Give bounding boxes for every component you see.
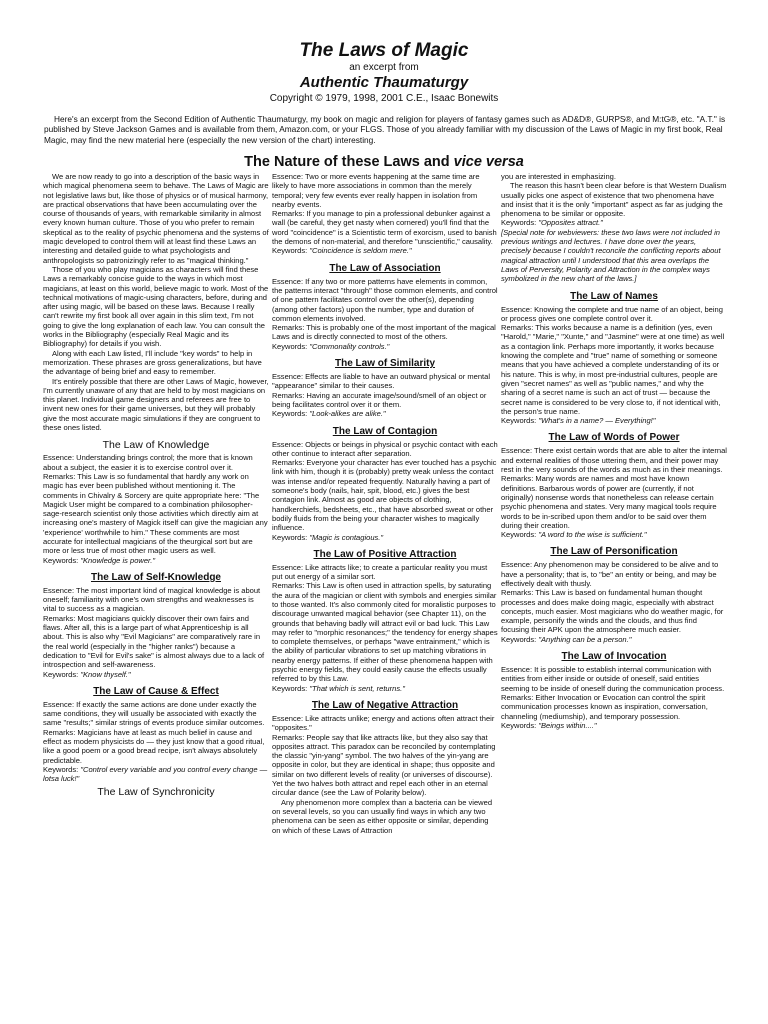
law-essence: Essence: Objects or beings in physical or psychic contact with each other continue to interact after separation. — [272, 439, 498, 458]
keywords-label: Keywords: — [501, 530, 537, 540]
law-essence: Essence: Understanding brings control; the more that is known about a subject, the easier it is to exercise control over it. — [43, 453, 253, 472]
copyright-line: Copyright © 1979, 1998, 2001 C.E., Isaac Bonewits — [269, 93, 499, 104]
law-essence: Essence: It is possible to establish internal communication with entities from either inside or outside of oneself, said entities seeming to be inside of oneself during the communication process. — [501, 665, 725, 693]
law-keywords — [43, 556, 269, 565]
law-remarks: Remarks: Either Invocation or Evocation can control the spirit communication processes known as inspiration, conversation, channeling (mediumship), and temporary possession. — [501, 692, 708, 721]
law-keywords — [501, 218, 727, 227]
law-names-heading: The Law of Names — [570, 290, 658, 302]
keywords-value: "Knowledge is power." — [80, 555, 156, 565]
keywords-label: Keywords: — [501, 416, 537, 426]
law-positive-attraction-heading: The Law of Positive Attraction — [313, 548, 457, 560]
law-remarks: Remarks: If you manage to pin a professional debunker against a wall (be careful, they get nasty when cornered) you'll find that the word "coincidence" is a Scientistic term of exorcism, used to banish the demons of non-material, and therefore "unscientific," causality. — [272, 209, 497, 247]
law-remarks: Remarks: This Law is so fundamental that hardly any work on magic has ever been published without mentioning it. The comments in Chivalry & Sorcery are quite appropriate here: "The Magick User might be compared to a combination philosopher-sage-research scientist only those activities which directly aim at increasing one's mastery of Magick itself can give the magician any 'experience' worthwhile to him." These comments are most accurate for intellectual magicians of the theurgical sort but are more or less true of most other magic users as well. — [43, 471, 268, 556]
section-title — [0, 154, 768, 171]
law-words-of-power-heading: The Law of Words of Power — [548, 432, 680, 444]
law-essence: Essence: Two or more events happening at the same time are likely to have more associations in common than the merely temporal; very few events ever really happen in isolation from nearby events. — [272, 172, 480, 209]
keywords-label: Keywords: — [501, 634, 537, 644]
law-essence: Essence: Any phenomenon may be considered to be alive and to have a personality; that is, to "be" an entity or being, and may be effectively dealt with thusly. — [501, 560, 719, 588]
keywords-value: "Opposites attract." — [538, 218, 603, 228]
keywords-label: Keywords: — [272, 341, 308, 351]
section-title-main: The Nature of these Laws and — [244, 154, 450, 170]
keywords-label: Keywords: — [43, 764, 79, 774]
law-remarks: Remarks: Many words are names and most have known definitions. Barbarous words of power are (currently, if not originally) nonsense words that nonetheless can release certain psychic phenomena and states. Very many magical tools require words to be in-scribed upon them and/or to be said over them during their creation. — [501, 474, 717, 530]
law-remarks: Remarks: This Law is based on fundamental human thought processes and does make doing magic, especially with abstract concepts, much easier. Most magicians who do weather magic, for example, personify the winds and the clouds, and thus find focusing their APK upon the atmosphere much easier. — [501, 588, 724, 635]
law-personification-heading: The Law of Personification — [550, 546, 678, 558]
column-3 — [501, 172, 727, 852]
law-keywords — [272, 533, 498, 542]
keywords-label: Keywords: — [272, 532, 308, 542]
keywords-label: Keywords: — [501, 720, 537, 730]
section-title-italic: vice versa — [453, 154, 524, 170]
law-keywords — [272, 684, 498, 693]
law-remarks: Remarks: This works because a name is a definition (yes, even "Harold," "Marie," "Xunte," and "Jasmine" were at one time) as well as a contagion link. Perhaps more importantly, it works because knowing the complete and "true" name of something or someone means that you have achieved a complete understanding of its or his nature. This is why, in most pre-industrial cultures, people are given "secret names" as well as "public names," and why the sharing of a secret name is such an act of trust — because the secret name is considered to be very close to, if not identical with, the person's true name. — [501, 323, 725, 416]
law-negative-attraction-heading: The Law of Negative Attraction — [311, 699, 459, 711]
keywords-value: "Anything can be a person." — [538, 634, 632, 644]
keywords-value: "A word to the wise is sufficient." — [538, 530, 647, 540]
keywords-value: "Know thyself." — [80, 669, 131, 679]
document-title: The Laws of Magic — [299, 40, 469, 61]
keywords-value: "Commonality controls." — [309, 341, 390, 351]
intro-paragraph: Here's an excerpt from the Second Edition of Authentic Thaumaturgy, my book on magic and religion for players of fantasy games such as AD&D®, GURPS®, and M:tG®, etc. "A.T." is published by Steve Jackson Games and is available from them, Amazon.com, or your FLGS. Those of you already familiar with my discussion of the Laws of Magic in my first book, Real Magic, may find the new material here (especially the new version of the chart) interesting. — [44, 114, 726, 145]
law-essence: Essence: Like attracts like; to create a particular reality you must put out energy of a similar sort. — [272, 562, 488, 582]
law-keywords — [43, 670, 269, 679]
excerpt-note: an excerpt from — [349, 62, 419, 73]
law-remarks: Remarks: Having an accurate image/sound/smell of an object or being facilitates control over it or them. — [272, 390, 487, 409]
body-paragraph: Those of you who play magicians as characters will find these Laws a remarkably concise guide to the ways in which most magicians, at least on this world, believe magic to work. Most of the technical motivations of magic-using characters, before, during and after using magic, will be based on these laws. Because I really can't rewrite my first book all over again in this slim text, I'm not going to give the long explanation of each law. You can consult the works in the Bibliography (especially Real Magic and its Bibliography) for details if you wish. — [43, 264, 269, 349]
law-keywords — [272, 409, 498, 418]
law-essence: Essence: The most important kind of magical knowledge is about oneself; familiarity with one's own strengths and weaknesses is vital to success as a magician. — [43, 585, 261, 614]
law-essence: Essence: There exist certain words that are able to alter the internal and external realities of those uttering them, and their power may rest in the very sounds of the words as much as in their meanings. — [501, 446, 727, 475]
special-note: [Special note for webviewers: these two laws were not included in previous writings and lectures. I have done over the years, precisely because I couldn't reconcile the conflicting reports about magical attraction until I understood that this area overlaps the Laws of Perversity, Polarity and Attraction in the complex ways symbolized in the new chart of the laws.] — [501, 227, 721, 284]
keywords-value: "Control every variable and you control every change — lotsa luck!" — [43, 764, 268, 784]
law-keywords — [501, 635, 727, 644]
law-cause-effect-heading: The Law of Cause & Effect — [93, 685, 219, 697]
keywords-value: "What's in a name? — Everything!" — [538, 416, 656, 426]
law-keywords — [501, 416, 727, 425]
page-header — [0, 40, 768, 105]
law-invocation-heading: The Law of Invocation — [561, 651, 667, 663]
law-similarity-heading: The Law of Similarity — [334, 358, 436, 370]
law-essence: Essence: Knowing the complete and true name of an object, being or process gives one complete control over it. — [501, 304, 723, 323]
keywords-label: Keywords: — [43, 555, 79, 565]
body-paragraph: We are now ready to go into a description of the basic ways in which magical phenomena seem to behave. The Laws of Magic are not legislative laws but, like those of physics or of musical harmony, are practical observations that have been accumulating over the course of thousands of years, with remarkable similarity in almost every known human culture. Those of you who prefer to remain skeptical as to the reality of psychic phenomena and the systems of magic developed to control them will at least find these Laws an interesting and detailed guide to what psychologists and anthropologists so patronizingly refer to as "magical thinking." — [43, 172, 269, 265]
law-remarks: Remarks: Everyone your character has ever touched has a psychic link with him, though it is (probably) pretty weak unless the contact was intense and/or repeated frequently. Naturally having a part of someone's body (nails, hair, spit, blood, etc.) gives the best contagion link. Almost as good are objects of clothing, handkerchiefs, bedsheets, etc., that have absorbed sweat or other bodily fluids from the being your character wishes to magically influence. — [272, 458, 497, 533]
law-essence: Essence: Effects are liable to have an outward physical or mental "appearance" similar to their causes. — [272, 372, 491, 391]
keywords-label: Keywords: — [272, 683, 308, 693]
law-knowledge-heading: The Law of Knowledge — [102, 439, 210, 452]
law-synchronicity-heading: The Law of Synchronicity — [97, 785, 215, 798]
law-remarks: Remarks: This is probably one of the most important of the magical Laws and is directly connected to most of the others. — [272, 323, 496, 342]
law-remarks: Remarks: Most magicians quickly discover their own fairs and flaws. After all, this is a large part of what Apprenticeship is all about. This is also why "Evil Magicians" are comparatively rare in the real world (especially in the "higher ranks") because a dedication to "Evil for Evil's sake" is almost always due to a lack of introspection and self-awareness. — [43, 613, 265, 670]
body-paragraph: It's entirely possible that there are other Laws of Magic, however, I'm currently unaware of any that are held to by most magicians on this planet. Individual game designers and referees are free to invent new ones for their game universes, but they will probably give the most accurate magic simulations if they are congruent to these ones listed. — [43, 376, 269, 433]
law-essence: Essence: Like attracts unlike; energy and actions often attract their "opposites." — [272, 713, 495, 733]
keywords-label: Keywords: — [501, 218, 537, 228]
keywords-value: "Beings within...." — [538, 720, 597, 730]
body-paragraph: you are interested in emphasizing. — [501, 172, 616, 181]
keywords-value: "Magic is contagious." — [309, 532, 384, 542]
law-remarks: Remarks: People say that like attracts like, but they also say that opposites attract. This paradox can be reconciled by contemplating the classic "yin-yang" symbol. The two halves of the yin-yang are opposite in color, but they are identical in shape; thus opposite and similar on two different levels of reality (or universes of discourse). Yet the two halves both attract and repel each other in an eternal circular dance (see the Law of Polarity below). — [272, 732, 496, 798]
law-self-knowledge-heading: The Law of Self-Knowledge — [90, 571, 221, 583]
keywords-label: Keywords: — [43, 669, 79, 679]
law-contagion-heading: The Law of Contagion — [332, 425, 438, 437]
body-paragraph: Along with each Law listed, I'll include "key words" to help in memorization. These phrases are gross generalizations, but have the advantage of being brief and easy to remember. — [43, 348, 262, 377]
law-essence: Essence: If exactly the same actions are done under exactly the same conditions, they will usually be associated with exactly the same "results;" similar strings of events produce similar outcomes. — [43, 699, 265, 728]
law-essence: Essence: If any two or more patterns have elements in common, the patterns interact "through" those common elements, and control of one pattern facilitates control over the other(s), depending (among other factors) upon the number, type and duration of common elements involved. — [272, 276, 498, 323]
keywords-label: Keywords: — [272, 409, 308, 419]
body-paragraph: Any phenomenon more complex than a bacteria can be viewed on several levels, so you can usually find ways in which any two phenomena can be seen as either opposite or similar, depending on which of these Laws of Attraction — [272, 797, 493, 835]
law-remarks: Remarks: Magicians have at least as much belief in cause and effect as modern physicists do — they just know that a good ritual, like a good poem or a good bread recipe, isn't always absolutely predictable. — [43, 727, 265, 765]
law-keywords — [501, 721, 727, 730]
keywords-value: "Look-alikes are alike." — [309, 409, 386, 419]
column-2 — [272, 172, 498, 952]
law-remarks: Remarks: This Law is often used in attraction spells, by saturating the aura of the magician or client with symbols and energies similar to those wanted. It's also commonly cited for moralistic purposes to discourage unwanted magical behavior (see Chapter 11), on the grounds that behaving badly will attract evil or bad luck. This Law may refer to "morphic resonances;" the tendency for energy shapes to complete themselves, or perhaps "wave entrainment," which is the ability of particular vibrations to set up matching vibrations in nearby energy patterns. If either of these phenomena happen with psychic energy fields, they could easily cause the effects usually referred to by this Law. — [272, 581, 498, 684]
law-keywords — [272, 246, 498, 255]
column-1 — [43, 172, 269, 942]
law-keywords — [43, 765, 269, 784]
keywords-label: Keywords: — [272, 246, 308, 256]
law-association-heading: The Law of Association — [329, 262, 441, 274]
law-keywords — [501, 530, 727, 539]
keywords-value: "Coincidence is seldom mere." — [309, 246, 412, 256]
book-title: Authentic Thaumaturgy — [299, 74, 469, 91]
law-keywords — [272, 342, 498, 351]
body-paragraph: The reason this hasn't been clear before is that Western Dualism usually picks one aspect of existence that two phenomena have and insist that it is the only "important" aspect as far as judging the phenomena to be similar or opposite. — [501, 181, 727, 219]
keywords-value: "That which is sent, returns." — [309, 683, 405, 693]
